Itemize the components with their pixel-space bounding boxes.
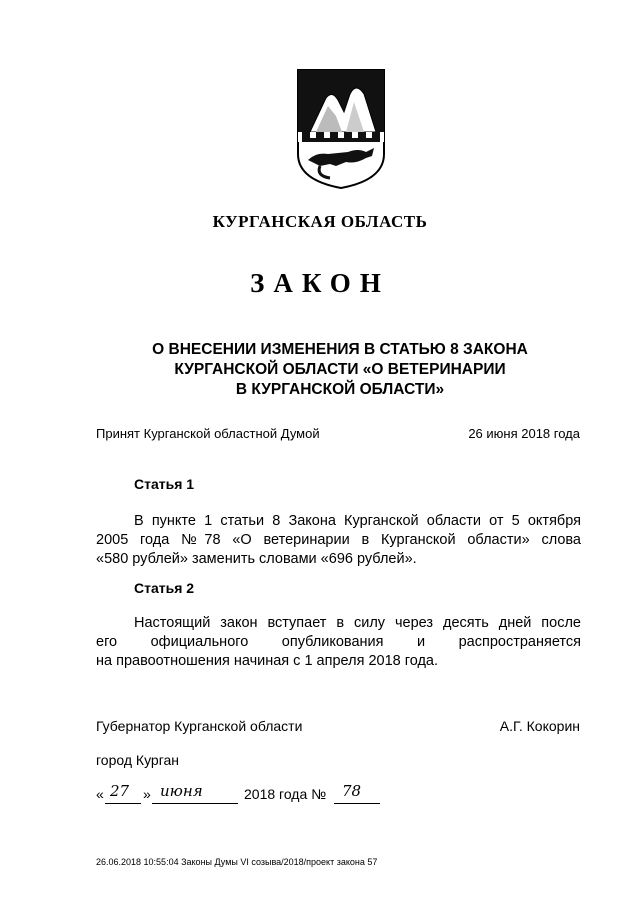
month-underline [152, 803, 238, 804]
subject-line: КУРГАНСКОЙ ОБЛАСТИ «О ВЕТЕРИНАРИИ [174, 361, 506, 378]
document-type-title: ЗАКОН [250, 268, 390, 298]
signer-position: Губернатор Курганской области [96, 718, 303, 734]
article-line: на правоотношения начиная с 1 апреля 2018 года. [96, 653, 439, 669]
signature-row [96, 718, 580, 734]
subject-line: О ВНЕСЕНИИ ИЗМЕНЕНИЯ В СТАТЬЮ 8 ЗАКОНА [152, 341, 528, 358]
city: город Курган [96, 752, 180, 768]
article-2-text [96, 614, 581, 671]
footer-stamp: 26.06.2018 10:55:04 Законы Думы VI созыва/2018/проект закона 57 [96, 857, 378, 867]
article-line: Настоящий закон вступает в силу через десять дней после [134, 615, 581, 631]
adoption-row [96, 426, 580, 441]
number-underline [334, 803, 380, 804]
region-name: КУРГАНСКАЯ ОБЛАСТЬ [212, 212, 428, 231]
handwritten-day: 27 [110, 782, 130, 800]
article-line: В пункте 1 статьи 8 Закона Курганской области от 5 октября [134, 513, 581, 529]
handwritten-month: июня [160, 782, 203, 800]
signer-name: А.Г. Кокорин [499, 718, 580, 734]
quote-open: « [96, 786, 104, 802]
article-1-text [96, 512, 581, 569]
day-underline [105, 803, 141, 804]
article-line: его официального опубликования и распространяется [96, 634, 581, 650]
article-2-title: Статья 2 [134, 580, 195, 596]
year-and-number-label: 2018 года № [244, 786, 327, 802]
adopted-by: Принят Курганской областной Думой [96, 426, 320, 441]
adoption-date: 26 июня 2018 года [468, 426, 580, 441]
coat-of-arms-emblem [296, 68, 386, 190]
article-1-title: Статья 1 [134, 476, 195, 492]
article-line: «580 рублей» заменить словами «696 рублей». [96, 551, 417, 567]
law-subject-title [0, 340, 640, 400]
subject-line: В КУРГАНСКОЙ ОБЛАСТИ» [235, 381, 445, 398]
signing-date-line [96, 782, 396, 810]
handwritten-number: 78 [342, 782, 362, 800]
article-line: 2005 года №78 «О ветеринарии в Курганской области» слова [96, 532, 581, 548]
quote-close: » [143, 786, 151, 802]
